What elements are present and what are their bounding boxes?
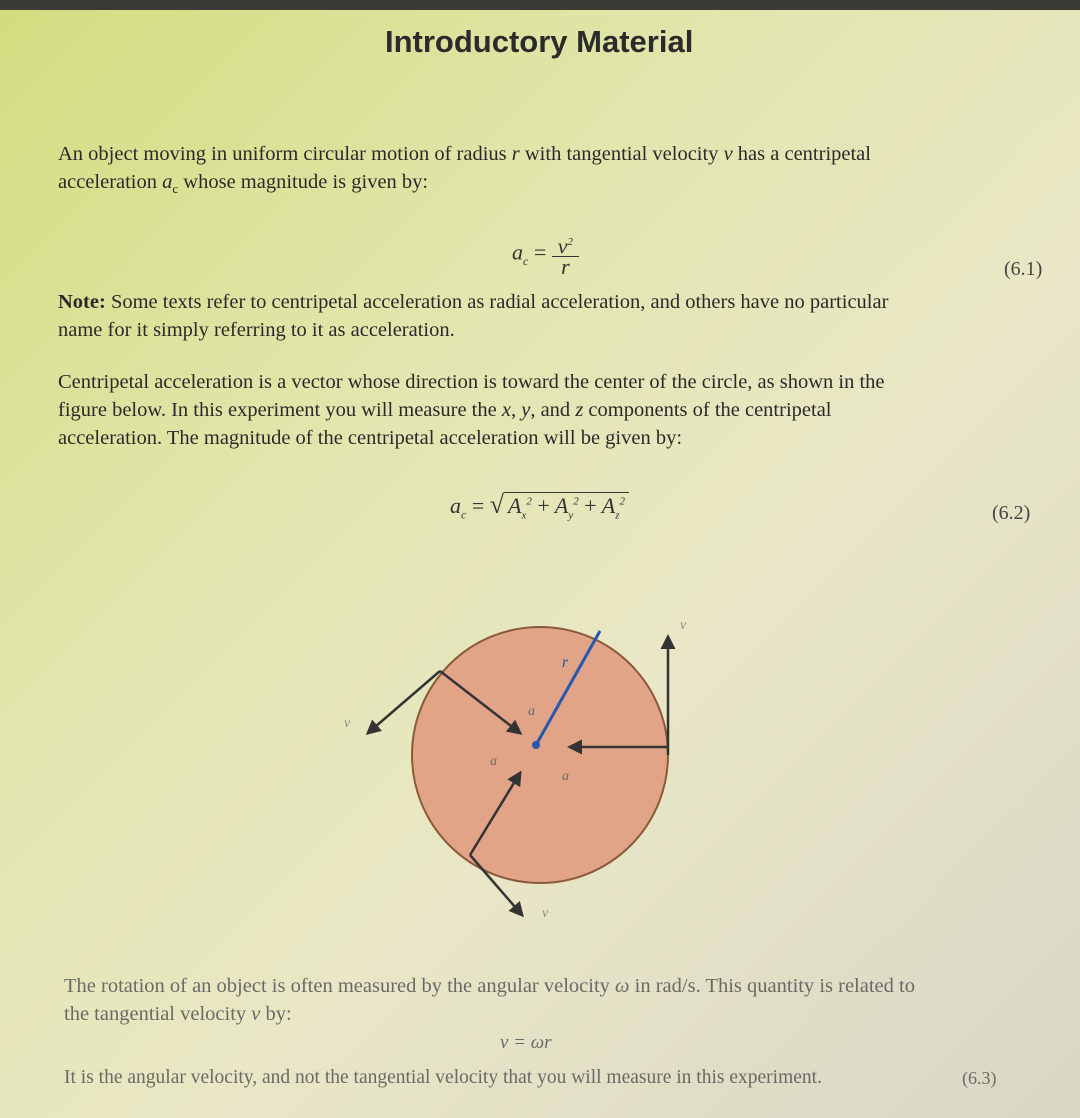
eq2-sub-x: x	[521, 509, 527, 522]
eq1-numerator-exp: 2	[567, 236, 574, 248]
acceleration-symbol: a	[162, 171, 173, 193]
eq1-fraction	[552, 232, 579, 280]
equation-number-6-1: (6.1)	[1004, 258, 1043, 280]
eq2-term-z: A	[601, 493, 616, 518]
equation-6-2	[450, 490, 629, 522]
velocity-label: v	[680, 618, 687, 633]
sqrt-icon: √	[489, 490, 505, 519]
center-point	[532, 741, 540, 749]
intro-text: with tangential velocity	[519, 143, 724, 165]
eq2-exp-y: 2	[573, 495, 579, 508]
equation-number-6-2: (6.2)	[992, 502, 1031, 524]
para3-text: The rotation of an object is often measured by the angular velocity	[64, 975, 616, 997]
note-paragraph	[58, 288, 1038, 344]
equation-6-1	[512, 232, 579, 280]
equation-6-3: v = ωr	[500, 1032, 552, 1053]
para2-text: components of the centripetal	[583, 399, 832, 421]
intro-text: acceleration	[58, 171, 163, 193]
velocity-label: v	[542, 906, 549, 921]
screen-top-bezel	[0, 0, 1080, 10]
para2-separator: , and	[530, 399, 576, 421]
equation-number-6-3: (6.3)	[962, 1068, 997, 1088]
intro-paragraph	[58, 140, 1018, 203]
eq1-equals: =	[533, 239, 547, 265]
note-text-line2: name for it simply referring to it as acceleration.	[58, 319, 455, 341]
z-symbol: z	[575, 399, 584, 421]
radius-label: r	[562, 654, 569, 671]
eq1-lhs-sub: c	[523, 254, 529, 269]
circular-motion-figure	[340, 615, 700, 925]
acceleration-label: a	[562, 769, 569, 784]
eq1-lhs: a	[512, 239, 523, 265]
velocity-symbol: v	[723, 143, 733, 165]
eq1-denominator: r	[561, 254, 570, 280]
velocity-label: v	[344, 716, 351, 731]
para2-text: figure below. In this experiment you will measure the	[58, 399, 502, 421]
eq2-sub-y: y	[568, 509, 574, 522]
eq2-plus: +	[537, 493, 550, 518]
eq2-term-x: A	[508, 493, 522, 518]
acceleration-subscript: c	[172, 181, 179, 197]
note-text: Some texts refer to centripetal acceleration as radial acceleration, and others have no particular	[105, 291, 889, 313]
acceleration-label: a	[490, 754, 497, 769]
para3-text: in rad/s. This quantity is related to	[629, 975, 915, 997]
intro-text: has a centripetal	[732, 143, 871, 165]
para2-separator: ,	[510, 399, 522, 421]
eq2-lhs-sub: c	[461, 507, 467, 522]
eq2-equals: =	[471, 493, 485, 518]
radius-symbol: r	[511, 143, 520, 165]
final-sentence: It is the angular velocity, and not the tangential velocity that you will measure in this experiment.	[64, 1067, 822, 1088]
note-label: Note:	[58, 291, 106, 313]
eq2-term-y: A	[554, 493, 569, 518]
acceleration-label: a	[528, 704, 535, 719]
eq2-plus: +	[584, 493, 597, 518]
eq2-lhs: a	[450, 493, 461, 518]
x-symbol: x	[501, 399, 511, 421]
y-symbol: y	[521, 399, 531, 421]
omega-symbol: ω	[615, 975, 630, 997]
eq2-exp-z: 2	[619, 495, 626, 508]
angular-velocity-paragraph	[64, 972, 1024, 1028]
eq2-sub-z: z	[615, 509, 620, 522]
velocity-symbol: v	[251, 1003, 261, 1025]
para2-line3: acceleration. The magnitude of the centripetal acceleration will be given by:	[58, 427, 683, 449]
eq2-exp-x: 2	[526, 495, 532, 508]
eq2-radicand	[504, 492, 629, 521]
centripetal-paragraph	[58, 368, 1038, 452]
intro-text: An object moving in uniform circular motion of radius	[58, 143, 512, 165]
eq1-numerator-var: v	[557, 233, 568, 259]
motion-circle	[412, 627, 668, 883]
para3-text: by:	[260, 1003, 292, 1025]
intro-text: whose magnitude is given by:	[178, 171, 429, 193]
para2-line1: Centripetal acceleration is a vector whose direction is toward the center of the circle, as shown in the	[58, 371, 885, 393]
page-title: Introductory Material	[385, 24, 694, 59]
para3-text: the tangential velocity	[64, 1003, 252, 1025]
